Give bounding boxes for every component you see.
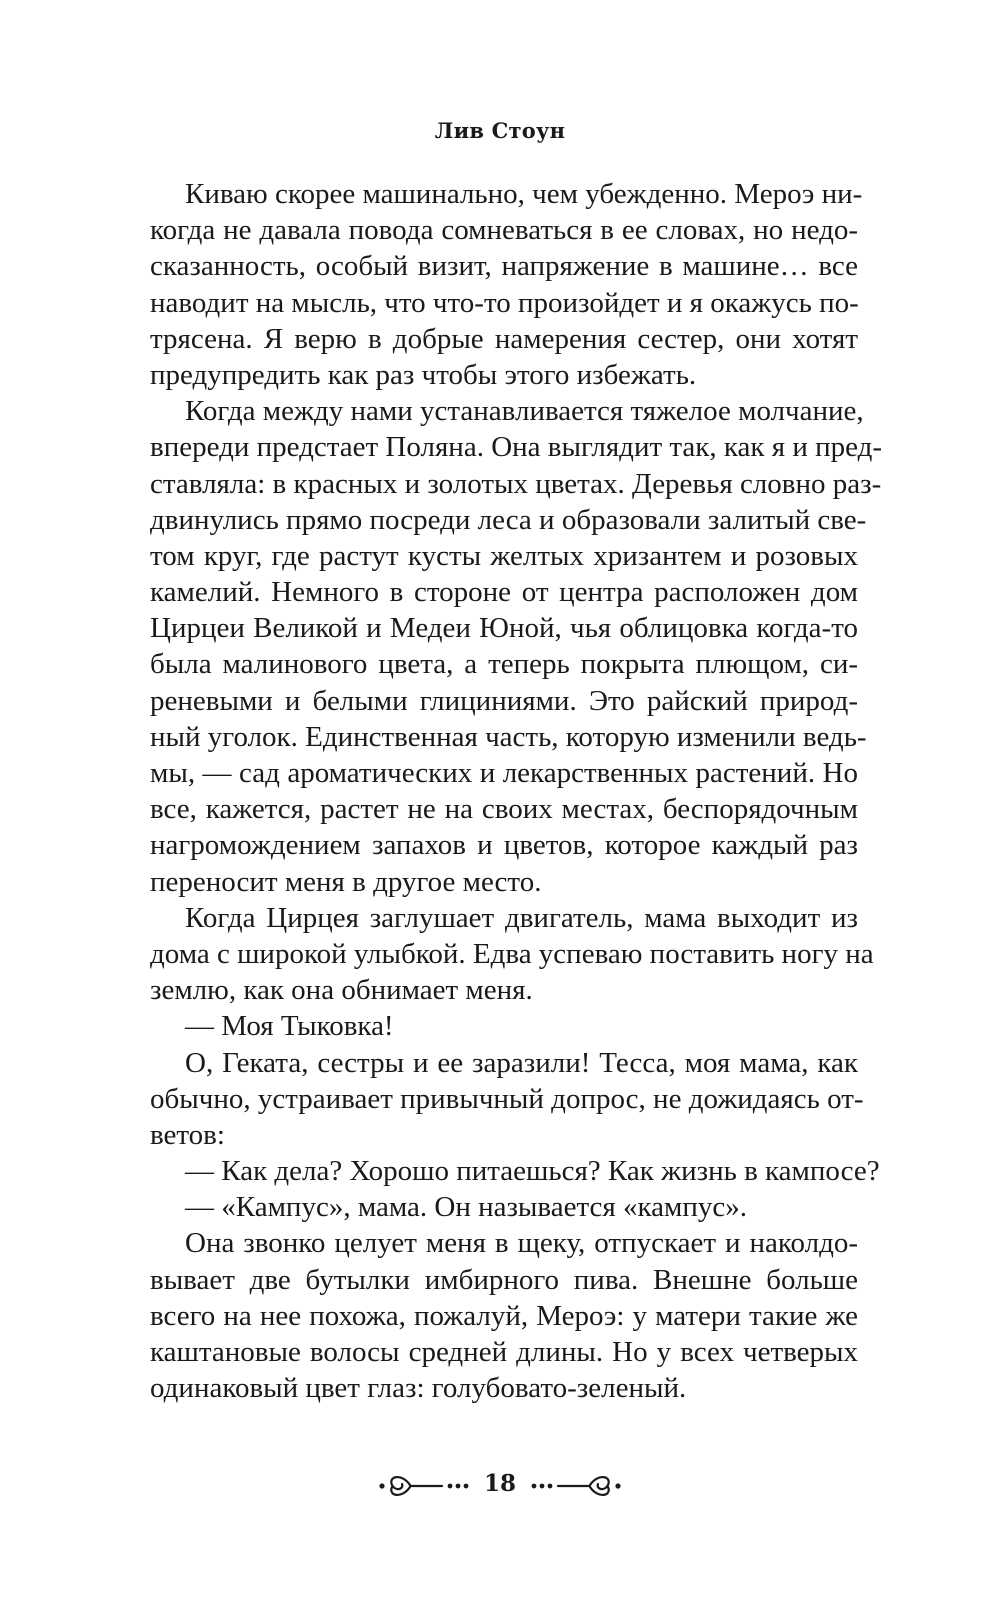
text-line: том круг, где растут кусты желтых хризантем и розовых	[150, 539, 858, 572]
text-line: обычно, устраивает привычный допрос, не дожидаясь от-	[150, 1082, 864, 1115]
text-line: сказанность, особый визит, напряжение в машине… все	[150, 250, 858, 283]
body-text	[150, 176, 883, 1406]
text-line: все, кажется, растет не на своих местах, беспорядочным	[150, 793, 858, 826]
text-line: землю, как она обнимает меня.	[150, 974, 533, 1007]
text-line: впереди предстает Поляна. Она выглядит так, как я и пред-	[150, 431, 883, 464]
text-line: двинулись прямо посреди леса и образовали залитый све-	[150, 503, 867, 536]
text-line: Киваю скорее машинально, чем убежденно. Мероэ ни-	[185, 178, 863, 210]
text-line: вывает две бутылки имбирного пива. Внешне больше	[150, 1263, 858, 1296]
text-line: одинаковый цвет глаз: голубовато-зеленый.	[150, 1372, 687, 1405]
text-line: дома с широкой улыбкой. Едва успеваю поставить ногу на	[150, 937, 874, 970]
page-number: 18	[483, 1470, 516, 1497]
text-line: ный уголок. Единственная часть, которую изменили ведь-	[150, 720, 867, 753]
text-line: каштановые волосы средней длины. Но у всех четверых	[150, 1336, 858, 1368]
text-line: переносит меня в другое место.	[150, 865, 542, 898]
text-line: всего на нее похожа, пожалуй, Мероэ: у матери такие же	[150, 1299, 858, 1332]
text-line: Когда Цирцея заглушает двигатель, мама выходит из	[185, 901, 858, 934]
text-line: камелий. Немного в стороне от центра расположен дом	[150, 576, 858, 609]
text-line: реневыми и белыми глициниями. Это райский природ-	[150, 684, 858, 717]
text-line: — Моя Тыковка!	[185, 1010, 394, 1043]
text-line: ставляла: в красных и золотых цветах. Деревья словно раз-	[150, 467, 882, 500]
text-line: была малинового цвета, а теперь покрыта плющом, си-	[150, 648, 858, 681]
text-line: нагромождением запахов и цветов, которое каждый раз	[150, 829, 858, 862]
text-line: Цирцеи Великой и Медеи Юной, чья облицовка когда-то	[150, 612, 858, 645]
text-line: — Как дела? Хорошо питаешься? Как жизнь в кампосе?	[185, 1155, 880, 1188]
page-folio	[0, 1468, 1000, 1508]
text-line: Она звонко целует меня в щеку, отпускает и наколдо-	[185, 1227, 858, 1260]
running-head-author: Лив Стоун	[434, 118, 566, 143]
text-line: предупредить как раз чтобы этого избежать.	[150, 358, 697, 391]
text-line: мы, — сад ароматических и лекарственных растений. Но	[150, 757, 858, 789]
text-line: О, Геката, сестры и ее заразили! Тесса, моя мама, как	[185, 1046, 858, 1079]
text-line: ветов:	[150, 1118, 225, 1151]
text-line: наводит на мысль, что что-то произойдет и я окажусь по-	[150, 286, 859, 319]
text-line: трясена. Я верю в добрые намерения сестер, они хотят	[150, 322, 858, 355]
text-line: — «Кампус», мама. Он называется «кампус».	[185, 1191, 747, 1224]
text-line: когда не давала повода сомневаться в ее словах, но недо-	[150, 214, 858, 247]
text-line: Когда между нами устанавливается тяжелое молчание,	[185, 395, 864, 428]
